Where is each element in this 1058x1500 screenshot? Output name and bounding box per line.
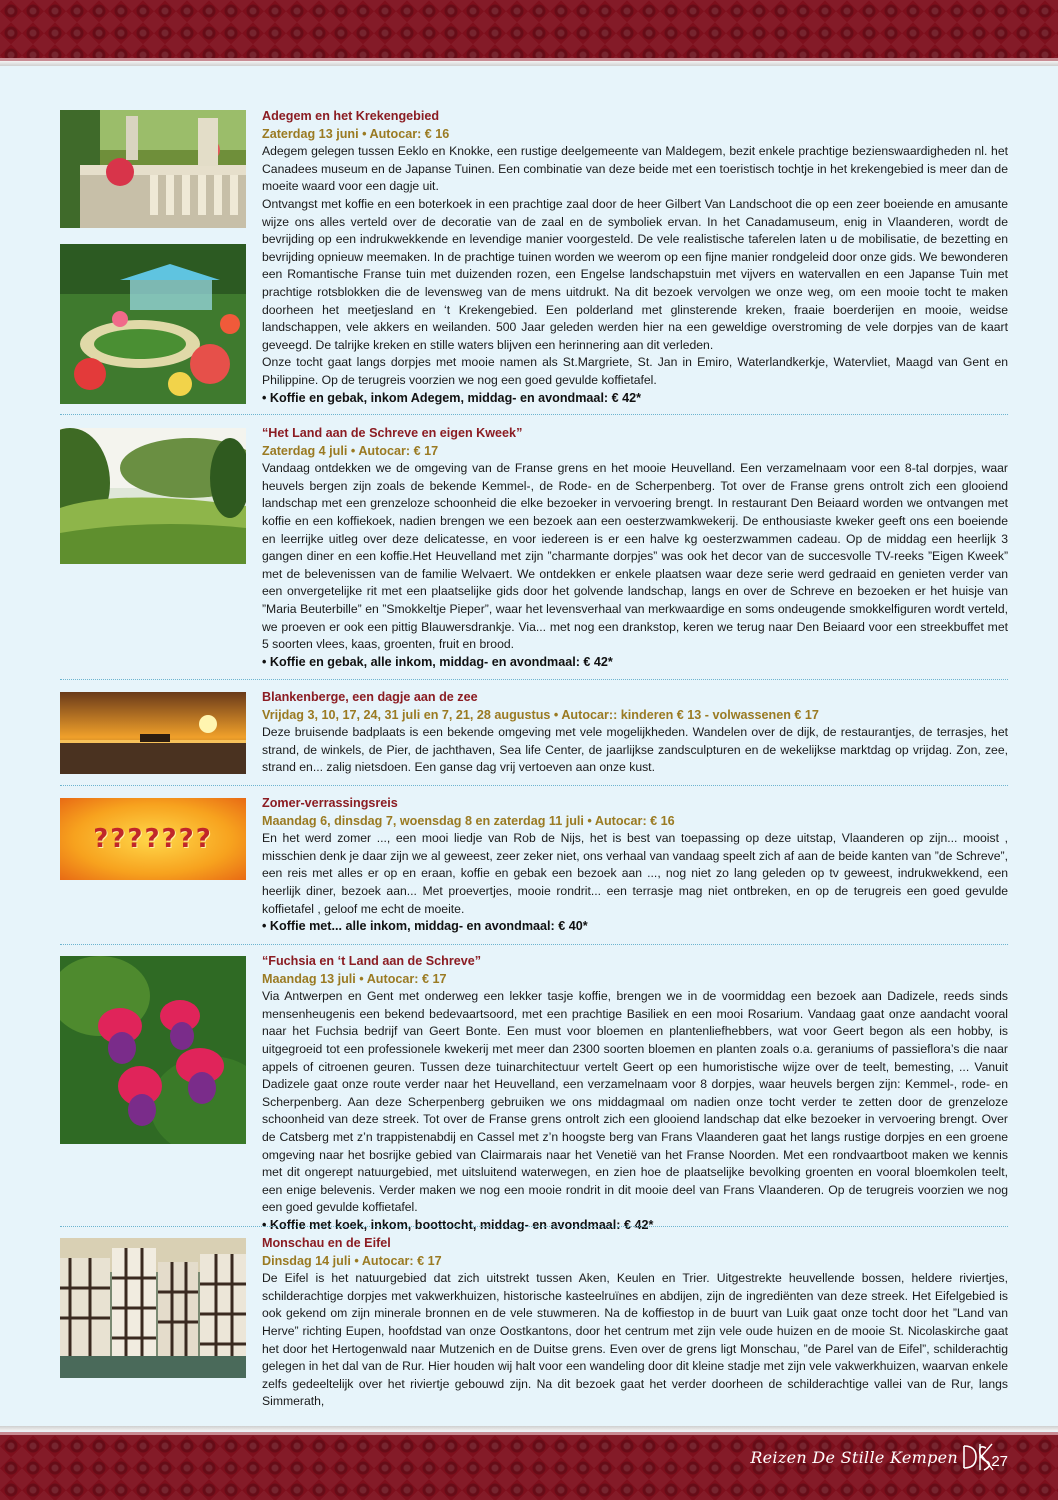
trip-inclusions: • Koffie en gebak, inkom Adegem, middag- en avondmaal: € 42* [262, 390, 642, 405]
photo-hill-landscape [60, 428, 246, 564]
section-divider [60, 679, 1008, 680]
photo-half-timbered-houses [60, 1238, 246, 1378]
trip-title: Zomer-verrassingsreis [262, 796, 398, 810]
photo-fuchsia-flowers [60, 956, 246, 1144]
trip-date-price: Maandag 13 juli • Autocar: € 17 [262, 971, 447, 986]
trip-paragraph: Adegem gelegen tussen Eeklo en Knokke, een rustige deelgemeente van Maldegem, bezit enkele prachtige bezienswaardigheden nl. het Canadees museum en de Japanse Tuinen. Een combinatie van deze beide met een toeristisch tochtje in het krekengebied is meer dan de moeite waard voor een dagje uit. [262, 144, 1008, 194]
trip-paragraph: Vandaag ontdekken we de omgeving van de Franse grens en het mooie Heuvelland. Een verzamelnaam voor een 8-tal dorpjes, waar heuvels bergen zijn zoals de bekende Kemmel-, de Rode- en de Scherpenberg. Tot over de Franse grens ontrolt zich een glooiend landschap met een grenzeloze schoonheid die elke bezoeker in vervoering brengt. In restaurant Den Beiaard worden we ontvangen met koffie en een koffiekoek, nadien brengen we een bezoek aan een oesterzwamkwekerij. De enthousiaste kweker geeft ons een boeiende en leerrijke uitleg over deze delicatesse, en voor iedereen is er een halve kg oesterzwammen cadeau. Op de middag een heerlijk 3 gangen diner en een koffie.Het Heuvelland met zijn ”charmante dorpjes” was ook het decor van de succesvolle TV-reeks ”Eigen Kweek” met de belevenissen van de familie Welvaert. We ontdekken er enkele plaatsen waar deze serie werd gedraaid en genieten verder van een onvergetelijke rit met een plaatselijke gids door het golvende landschap, langs en over de Schreve en bezoeken er het huisje van ”Maria Beuterbille” en ”Smokkeltje Pieper”, waar het levensverhaal van merkwaardige en soms ondeugende smokkelfiguren wordt verteld, we proeven er ook een pittig Blauwersdrankje. Via... met nog een drankstop, keren we terug naar Den Beiaard voor een streekbuffet met 5 soorten vlees, kaas, groenten, fruit en brood. [262, 461, 1008, 652]
footer-brand: Reizen De Stille Kempen [750, 1448, 958, 1467]
top-damask-band [0, 0, 1058, 61]
trip-zomer-verrassingsreis [60, 795, 1008, 940]
trip-title: “Fuchsia en ‘t Land aan de Schreve” [262, 954, 482, 968]
trip-blankenberge [60, 689, 1008, 779]
trip-date-price: Vrijdag 3, 10, 17, 24, 31 juli en 7, 21, 28 augustus • Autocar:: kinderen € 13 - volwassenen € 17 [262, 707, 819, 722]
trip-date-price: Maandag 6, dinsdag 7, woensdag 8 en zaterdag 11 juli • Autocar: € 16 [262, 813, 675, 828]
trip-paragraph: Ontvangst met koffie en een boterkoek in een prachtige zaal door de heer Gilbert Van Landschoot die op een zeer boeiende en amusante wijze ons alles verteld over de decoratie van de zaal en de symboliek ervan. In het Canadamuseum, enig in Vlaanderen, wordt de bevrijding op een indrukwekkende en levendige manier voorgesteld. De vele realistische taferelen laten u de mobilisatie, de bezetting en bevrijding opnieuw meemaken. In de prachtige tuinen worden we weerom op een fijne manier rondgeleid door onze gids. We bewonderen een Romantische Franse tuin met duizenden rozen, een Engelse landschapstuin met vijvers en watervallen en een Japanse Tuin met prachtige rotsblokken die de levensweg van de mens uitdrukt. Na dit bezoek vervolgen we onze weg, om een mooie tocht te maken doorheen het meetjesland en ‘t Krekengebied. Een polderland met glinsterende kreken, fraaie boerderijen en mooie, weidse landschappen, vele akkers en weilanden. 500 Jaar geleden werden hier na een geweldige overstroming de vele dorpjes van de kaart geveegd. De talrijke kreken en stille waters blijven een herinnering aan dit verleden. [262, 196, 1008, 352]
trip-paragraph: Deze bruisende badplaats is een bekende omgeving met vele mogelijkheden. Wandelen over de dijk, de restaurantjes, de terrasjes, het strand, de winkels, de Pier, de jachthaven, Sea life Center, de jaarlijkse zandsculpturen en de wekelijkse marktdag op vrijdag. Zon, zee, strand en... zalig nietsdoen. Een ganse dag vrij vertoeven aan onze kust. [262, 725, 1008, 775]
trip-paragraph: En het werd zomer ..., een mooi liedje van Rob de Nijs, het is best van toepassing op deze uitstap, Vlaanderen op zijn... mooist , misschien denk je daar zijn we al geweest, zeer zeker niet, ons verhaal van vandaag speelt zich af aan de beide kanten van ”de Schreve”, een reis met alles er op en eraan, koffie en gebak een bezoek aan ..., nog niet zo lang geleden op tv geweest, indrukwekkend, een heerlijk diner, bezoek aan... Met proevertjes, mooie rondrit... een terrasje mag niet ontbreken, en op de terugreis een goed gevulde koffietafel , geloof me echt de moeite. [262, 831, 1008, 916]
trip-inclusions: • Koffie en gebak, alle inkom, middag- en avondmaal: € 42* [262, 654, 613, 669]
section-divider [60, 785, 1008, 786]
mystery-label: ??????? [93, 824, 213, 854]
trip-title: Blankenberge, een dagje aan de zee [262, 690, 478, 704]
section-divider [60, 1226, 1008, 1227]
photo-garden-terrace [60, 110, 246, 228]
trip-paragraph: De Eifel is het natuurgebied dat zich uitstrekt tussen Aken, Keulen en Trier. Uitgestrekte heuvellende bossen, heldere riviertjes, schilderachtige dorpjes met vakwerkhuizen, historische kasteelruïnes en abdijen, zijn de ingrediënten van deze streek. Het Eifelgebied is ook gekend om zijn minerale bronnen en de vele stuwmeren. Na de koffiestop in de buurt van Luik gaat onze tocht door het ”Land van Herve” richting Eupen, hoofdstad van onze Oostkantons, door het centrum met zijn vele oude huizen en de mooie St. Nicolaskirche gaat het door het Hertogenwald naar Mutzenich en de Duitse grens. Even over de grens ligt Monschau, ”de Parel van de Eifel”, schilderachtig gelegen in het dal van de Rur. Hier houden wij halt voor een wandeling door dit kleine stadje met zijn vele vakwerkhuizen, waarvan enkele zelfs gedeeltelijk over het riviertje gebouwd zijn. Na dit bezoek gaat het verder doorheen de schilderachtige vallei van de Rur, langs Simmerath, [262, 1271, 1008, 1409]
trip-date-price: Zaterdag 4 juli • Autocar: € 17 [262, 443, 439, 458]
trip-paragraph: Onze tocht gaat langs dorpjes met mooie namen als St.Margriete, St. Jan in Emiro, Waterlandkerkje, Watervliet, Maagd van Gent en Philippine. Op de terugreis voorzien we nog een goed gevulde koffietafel. [262, 355, 1008, 387]
trip-inclusions: • Koffie met... alle inkom, middag- en avondmaal: € 40* [262, 919, 588, 934]
trip-land-aan-de-schreve [60, 425, 1008, 675]
trip-paragraph: Via Antwerpen en Gent met onderweg een lekker tasje koffie, brengen we in de voormiddag een bezoek aan Dadizele, reeds sinds mensenheugenis een bekend bedevaartsoord, met een prachtige Basiliek en een mooi Rosarium. Vandaag gaat onze aandacht vooral naar het Fuchsia bedrijf van Geert Bonte. Een must voor bloemen en plantenliefhebbers, wat voor Geert begon als een hobby, is uitgegroeid tot een professionele kwekerij met meer dan 2300 soorten bloemen en planten zoals o.a. geraniums of passieflora’s die naar appels of citroenen geuren. Tussen deze tuinarchitectuur vertelt Geert op een humoristische wijze over de teelt, bemesting, ... Vanuit Dadizele gaat onze route verder naar het Heuvelland, een verzamelnaam voor 8 dorpjes, waar heuvels bergen zijn: Kemmel-, rode- en Scherpenberg. Aan deze Scherpenberg gebruiken we ons middagmaal om nadien onze tocht verder te zetten door de grenzeloze schoonheid van deze streek. Tot over de Franse grens ontrolt zich een glooiend landschap dat elke bezoeker in vervoering brengt. Over de Catsberg met z’n trappistenabdij en Cassel met z’n hoogste berg van Frans Vlaanderen gaat het langs rustige dorpjes en een groene omgeving naar het bosrijke gebied van Clairmarais naar het Venetië van het Franse Noorden. Met een rondvaartboot maken we kennis met dit ongerept natuurgebied, met uitsluitend waterwegen, en zien hoe de plaatselijke bevolking groenten en vooral bloemkolen teelt, een enige belevenis. Verder maken we nog een mooie rondrit in dit mooie deel van Frans Vlaanderen. Op de terugreis voorzien we nog een goed gevulde koffietafel. [262, 989, 1008, 1215]
trip-fuchsia [60, 953, 1008, 1232]
section-divider [60, 414, 1008, 415]
trip-title: Monschau en de Eifel [262, 1236, 391, 1250]
trip-date-price: Dinsdag 14 juli • Autocar: € 17 [262, 1253, 442, 1268]
photo-rose-garden-gazebo [60, 244, 246, 404]
page-number: 27 [991, 1453, 1008, 1470]
section-divider [60, 944, 1008, 945]
trip-date-price: Zaterdag 13 juni • Autocar: € 16 [262, 126, 450, 141]
trip-monschau [60, 1235, 1008, 1409]
trip-title: “Het Land aan de Schreve en eigen Kweek” [262, 426, 523, 440]
trip-inclusions: • Koffie met koek, inkom, boottocht, middag- en avondmaal: € 42* [262, 1217, 654, 1232]
photo-sunset-sea [60, 692, 246, 774]
trip-title: Adegem en het Krekengebied [262, 109, 440, 123]
trip-adegem [60, 108, 1008, 408]
photo-question-marks [60, 798, 246, 880]
